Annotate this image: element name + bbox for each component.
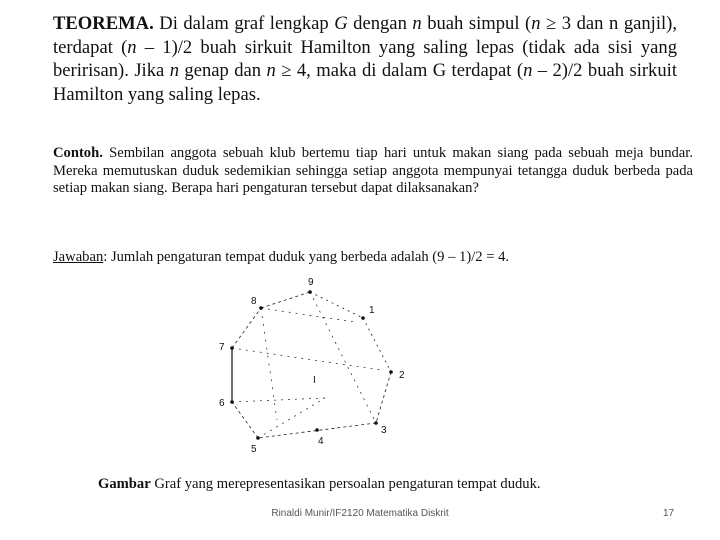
answer-text: : Jumlah pengaturan tempat duduk yang berbeda adalah (9 – 1)/2 = 4. — [103, 249, 510, 265]
vertex-label-7: 7 — [219, 342, 225, 353]
page-number: 17 — [663, 508, 675, 519]
theorem-label: TEOREMA. — [53, 13, 154, 34]
vertex-label-4: 4 — [318, 436, 324, 447]
theorem-text-8: – 2)/2 buah sirkuit Hamilton yang saling lepas. — [53, 60, 677, 105]
vertex-label-6: 6 — [219, 398, 225, 409]
theorem-text-1: Di dalam graf lengkap — [153, 13, 335, 34]
graph-vertex — [259, 306, 263, 310]
theorem-var-n2: n — [531, 13, 541, 34]
caption-text: Graf yang merepresentasikan persoalan pengaturan tempat duduk. — [150, 476, 541, 492]
theorem-var-g: G — [334, 13, 348, 34]
graph-edge — [258, 398, 325, 438]
hamilton-graph-figure — [205, 270, 420, 460]
vertex-label-8: 8 — [251, 296, 257, 307]
vertex-label-9: 9 — [308, 277, 314, 288]
graph-edge — [232, 348, 381, 370]
vertex-label-2: 2 — [399, 370, 405, 381]
graph-edge — [310, 292, 376, 423]
example-label: Contoh. — [53, 145, 103, 161]
graph-edge — [376, 372, 391, 423]
theorem-var-n3: n — [127, 36, 137, 58]
graph-vertex — [230, 346, 234, 350]
theorem-var-n1: n — [412, 13, 422, 34]
vertex-label-3: 3 — [381, 425, 387, 436]
graph-vertex — [389, 370, 393, 374]
theorem-text-5: – 1)/2 buah sirkuit Hamilton yang saling lepas (tidak ada sisi yang beririsan). Jika — [53, 36, 678, 81]
theorem-text-6: genap dan — [179, 60, 267, 81]
example-paragraph — [53, 145, 693, 198]
graph-vertex — [230, 400, 234, 404]
figure-caption — [98, 476, 698, 494]
footer-text: Rinaldi Munir/IF2120 Matematika Diskrit — [271, 508, 449, 519]
theorem-var-n4: n — [169, 60, 179, 81]
graph-edge — [363, 318, 391, 372]
graph-edge — [310, 292, 363, 318]
graph-vertex — [361, 316, 365, 320]
graph-vertex — [315, 428, 319, 432]
theorem-text-7: ≥ 4, maka di dalam G terdapat ( — [275, 60, 524, 81]
graph-edge — [261, 292, 310, 308]
vertex-label-5: 5 — [251, 444, 257, 455]
graph-edges — [232, 292, 391, 438]
graph-edge — [261, 308, 355, 322]
answer-label: Jawaban — [53, 249, 104, 265]
graph-edge — [261, 308, 277, 420]
answer-paragraph — [53, 249, 693, 267]
graph-edge — [232, 308, 261, 348]
graph-labels — [219, 277, 405, 455]
theorem-paragraph — [53, 12, 677, 106]
caption-label: Gambar — [98, 476, 151, 492]
graph-vertex — [308, 290, 312, 294]
graph-vertex — [256, 436, 260, 440]
theorem-var-n6: n — [523, 60, 533, 81]
graph-edge — [232, 402, 258, 438]
example-text: Sembilan anggota sebuah klub bertemu tiap hari untuk makan siang pada sebuah meja bundar. Mereka memutuskan duduk sedemikian sehingga setiap anggota mempunyai tetangga duduk berbeda pada setiap makan siang. Berapa hari pengaturan tersebut dapat dilaksanakan? — [53, 145, 693, 196]
theorem-text-3: buah simpul ( — [421, 13, 532, 34]
graph-vertex — [374, 421, 378, 425]
graph-edge — [232, 398, 325, 402]
theorem-var-n5: n — [266, 60, 276, 81]
theorem-text-2: dengan — [347, 13, 413, 34]
vertex-label-1: 1 — [369, 305, 375, 316]
graph-center-label: I — [313, 375, 316, 386]
theorem-text-4: ≥ 3 dan n ganjil), terdapat ( — [53, 13, 677, 58]
